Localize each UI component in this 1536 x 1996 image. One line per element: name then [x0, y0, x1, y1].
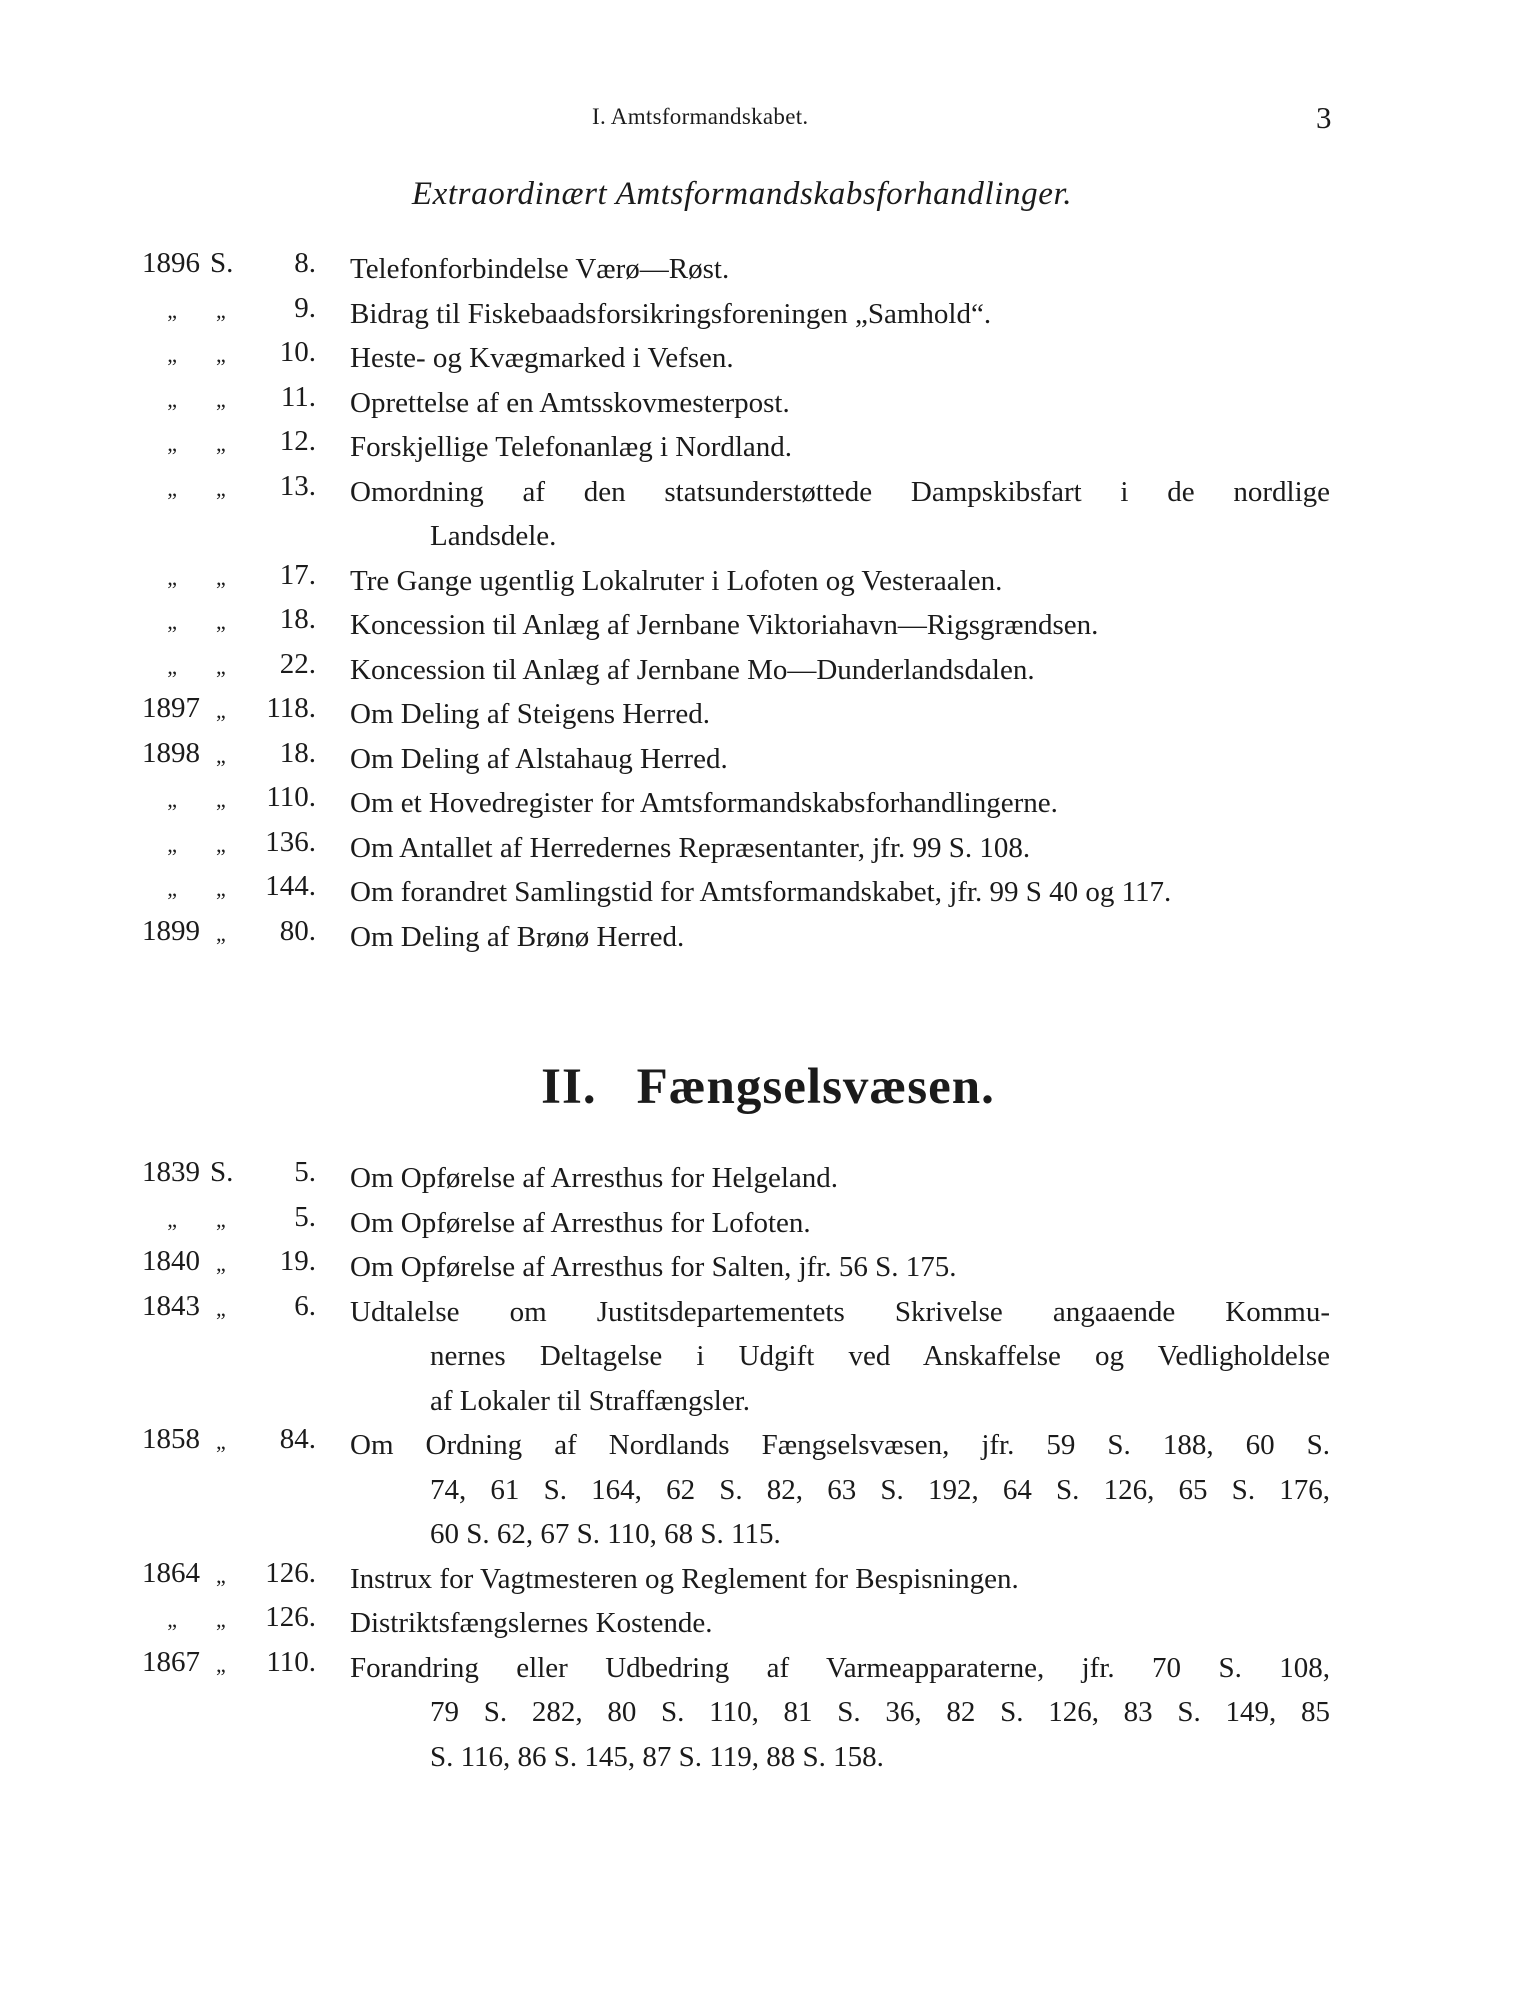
entry-series: S. [210, 247, 234, 279]
entry-year: „ [167, 876, 178, 901]
entry-text-line: Udtalelse om Justitsdepartementets Skrivelse angaaende Kommu- [350, 1295, 1330, 1328]
entry-number: 110. [266, 781, 316, 813]
entry-text [350, 603, 1330, 648]
entry-number: 136. [265, 825, 316, 858]
entry-text [350, 737, 1330, 782]
index-entry [0, 692, 1536, 737]
entry-series: „ [216, 386, 227, 412]
index-entry [0, 336, 1536, 381]
running-title: I. Amtsformandskabet. [592, 104, 809, 129]
index-entry [0, 425, 1536, 470]
entry-text-line: Forandring eller Udbedring af Varmeapparaterne, jfr. 70 S. 108, [350, 1651, 1330, 1684]
entry-year: „ [167, 831, 178, 857]
entry-year: 1840 [142, 1245, 200, 1277]
index-entry [0, 1423, 1536, 1557]
entry-series: S. [210, 1156, 234, 1188]
entry-text [350, 648, 1330, 693]
chapter-numeral: II. [541, 1059, 597, 1115]
index-entry [0, 1201, 1536, 1246]
entry-number: 12. [279, 425, 316, 457]
entry-text [350, 1557, 1330, 1602]
entry-number: 13. [279, 469, 316, 502]
entry-text-line: Distriktsfængslernes Kostende. [350, 1607, 713, 1639]
entry-text-line: Telefonforbindelse Værø—Røst. [350, 253, 730, 285]
entry-text-line: Tre Gange ugentlig Lokalruter i Lofoten og Vesteraalen. [350, 564, 1003, 597]
entry-number: 11. [280, 380, 316, 413]
page-number: 3 [1316, 100, 1332, 135]
index-entry [0, 1156, 1536, 1201]
entry-text-line: Om Opførelse af Arresthus for Salten, jfr. 56 S. 175. [350, 1251, 957, 1283]
entry-text [350, 247, 1330, 292]
entry-series: „ [216, 475, 227, 501]
entry-text [350, 1201, 1330, 1246]
entry-text [350, 381, 1330, 426]
entry-text [350, 1290, 1330, 1424]
entry-text-line: Forskjellige Telefonanlæg i Nordland. [350, 431, 793, 463]
entry-year: 1899 [142, 914, 200, 947]
entry-text-line: Heste- og Kvægmarked i Vefsen. [350, 342, 734, 374]
index-entry [0, 915, 1536, 960]
entry-number: 5. [294, 1200, 316, 1233]
entry-text [350, 470, 1330, 559]
entry-year: „ [167, 297, 178, 323]
index-entry [0, 870, 1536, 915]
entry-text-line: Om Deling af Steigens Herred. [350, 698, 710, 730]
entry-number: 126. [265, 1556, 316, 1589]
entry-year: „ [167, 653, 178, 679]
entry-year: „ [167, 342, 178, 367]
entry-number: 19. [279, 1245, 316, 1277]
entry-series: „ [216, 742, 227, 768]
entry-year: „ [167, 431, 178, 456]
index-entry [0, 381, 1536, 426]
entry-text-line: Om Antallet af Herredernes Repræsentanter, jfr. 99 S. 108. [350, 831, 1031, 864]
entry-year: 1898 [142, 736, 200, 769]
entry-text-continuation: nernes Deltagelse i Udgift ved Anskaffelse og Vedligholdelse [430, 1340, 1330, 1372]
entry-text-line: Om Deling af Alstahaug Herred. [350, 742, 728, 775]
entry-text [350, 781, 1330, 826]
entry-text-line: Om Deling af Brønø Herred. [350, 920, 685, 953]
entry-year: 1867 [142, 1645, 200, 1678]
entry-number: 110. [266, 1645, 316, 1678]
index-entry [0, 648, 1536, 693]
entry-text-continuation: 60 S. 62, 67 S. 110, 68 S. 115. [430, 1518, 781, 1550]
entry-series: „ [216, 1206, 227, 1232]
entry-series: „ [216, 653, 227, 679]
entry-number: 84. [279, 1423, 316, 1455]
entry-text-line: Instrux for Vagtmesteren og Reglement for Bespisningen. [350, 1562, 1019, 1595]
entry-number: 118. [266, 692, 316, 724]
entry-series: „ [216, 787, 227, 812]
entry-year: 1896 [142, 247, 200, 279]
entry-text-line: Koncession til Anlæg af Jernbane Viktoriahavn—Rigsgrændsen. [350, 609, 1099, 641]
running-head [0, 100, 1536, 140]
entry-series: „ [216, 698, 227, 723]
entry-series: „ [216, 1251, 227, 1276]
entry-list-faengselsvaesen [0, 1156, 1536, 1779]
section-subtitle: Extraordinært Amtsformandskabsforhandlinger. [411, 176, 1073, 212]
index-entry [0, 1646, 1536, 1780]
entry-number: 18. [279, 736, 316, 769]
chapter-title: Fængselsvæsen. [636, 1059, 995, 1115]
index-entry [0, 247, 1536, 292]
entry-series: „ [216, 1295, 227, 1321]
entry-number: 5. [294, 1156, 316, 1188]
index-entry [0, 470, 1536, 559]
index-entry [0, 737, 1536, 782]
entry-number: 17. [279, 558, 316, 591]
entry-text [350, 870, 1330, 915]
entry-text [350, 336, 1330, 381]
entry-number: 8. [294, 247, 316, 279]
entry-series: „ [216, 831, 227, 857]
entry-number: 18. [279, 603, 316, 635]
entry-number: 126. [265, 1601, 316, 1633]
entry-number: 22. [279, 647, 316, 680]
entry-year: „ [167, 609, 178, 634]
entry-text [350, 915, 1330, 960]
index-entry [0, 1557, 1536, 1602]
entry-text-line: Omordning af den statsunderstøttede Dampskibsfart i de nordlige [350, 475, 1330, 508]
entry-year: 1864 [142, 1556, 200, 1589]
index-entry [0, 1245, 1536, 1290]
entry-series: „ [216, 1562, 227, 1588]
entry-text-line: Om et Hovedregister for Amtsformandskabsforhandlingerne. [350, 787, 1058, 819]
entry-text-line: Om Opførelse af Arresthus for Helgeland. [350, 1162, 839, 1194]
entry-year: „ [167, 1206, 178, 1232]
chapter-heading [0, 1058, 1536, 1116]
entry-year: 1858 [142, 1423, 200, 1455]
index-entry [0, 603, 1536, 648]
entry-number: 80. [279, 914, 316, 947]
index-entry [0, 292, 1536, 337]
index-entry [0, 1290, 1536, 1424]
entry-year: „ [167, 564, 178, 590]
entry-text-continuation: 74, 61 S. 164, 62 S. 82, 63 S. 192, 64 S. 126, 65 S. 176, [430, 1473, 1330, 1506]
entry-text-line: Koncession til Anlæg af Jernbane Mo—Dunderlandsdalen. [350, 653, 1035, 686]
index-entry [0, 1601, 1536, 1646]
entry-number: 10. [279, 336, 316, 368]
entry-year: 1843 [142, 1289, 200, 1322]
entry-series: „ [216, 1651, 227, 1677]
entry-year: „ [167, 475, 178, 501]
entry-text [350, 1601, 1330, 1646]
entry-text [350, 692, 1330, 737]
entry-text [350, 1646, 1330, 1780]
entry-text-line: Om forandret Samlingstid for Amtsformandskabet, jfr. 99 S 40 og 117. [350, 876, 1172, 908]
entry-text-line: Oprettelse af en Amtsskovmesterpost. [350, 386, 790, 419]
entry-series: „ [216, 609, 227, 634]
index-entry [0, 781, 1536, 826]
entry-number: 144. [265, 870, 316, 902]
entry-year: „ [167, 1607, 178, 1632]
entry-series: „ [216, 1429, 227, 1454]
entry-number: 9. [294, 291, 316, 324]
entry-text [350, 425, 1330, 470]
entry-year: 1839 [142, 1156, 200, 1188]
entry-year: „ [167, 787, 178, 812]
entry-list-amtsformandskab [0, 247, 1536, 959]
entry-text-continuation: af Lokaler til Straffængsler. [430, 1384, 750, 1417]
entry-text-continuation: 79 S. 282, 80 S. 110, 81 S. 36, 82 S. 126, 83 S. 149, 85 [430, 1696, 1330, 1728]
entry-text [350, 559, 1330, 604]
entry-text-line: Om Opførelse af Arresthus for Lofoten. [350, 1206, 811, 1239]
entry-text [350, 292, 1330, 337]
entry-text-line: Bidrag til Fiskebaadsforsikringsforeningen „Samhold“. [350, 297, 992, 330]
entry-series: „ [216, 342, 227, 367]
entry-number: 6. [294, 1289, 316, 1322]
entry-text [350, 1245, 1330, 1290]
entry-text [350, 1423, 1330, 1557]
entry-text [350, 1156, 1330, 1201]
entry-series: „ [216, 564, 227, 590]
entry-text-line: Om Ordning af Nordlands Fængselsvæsen, jfr. 59 S. 188, 60 S. [350, 1429, 1330, 1461]
entry-year: 1897 [142, 692, 200, 724]
index-entry [0, 826, 1536, 871]
entry-series: „ [216, 920, 227, 946]
entry-series: „ [216, 876, 227, 901]
index-entry [0, 559, 1536, 604]
entry-series: „ [216, 431, 227, 456]
entry-series: „ [216, 297, 227, 323]
entry-series: „ [216, 1607, 227, 1632]
entry-text-continuation: Landsdele. [430, 520, 557, 552]
entry-year: „ [167, 386, 178, 412]
entry-text [350, 826, 1330, 871]
entry-text-continuation: S. 116, 86 S. 145, 87 S. 119, 88 S. 158. [430, 1740, 884, 1773]
